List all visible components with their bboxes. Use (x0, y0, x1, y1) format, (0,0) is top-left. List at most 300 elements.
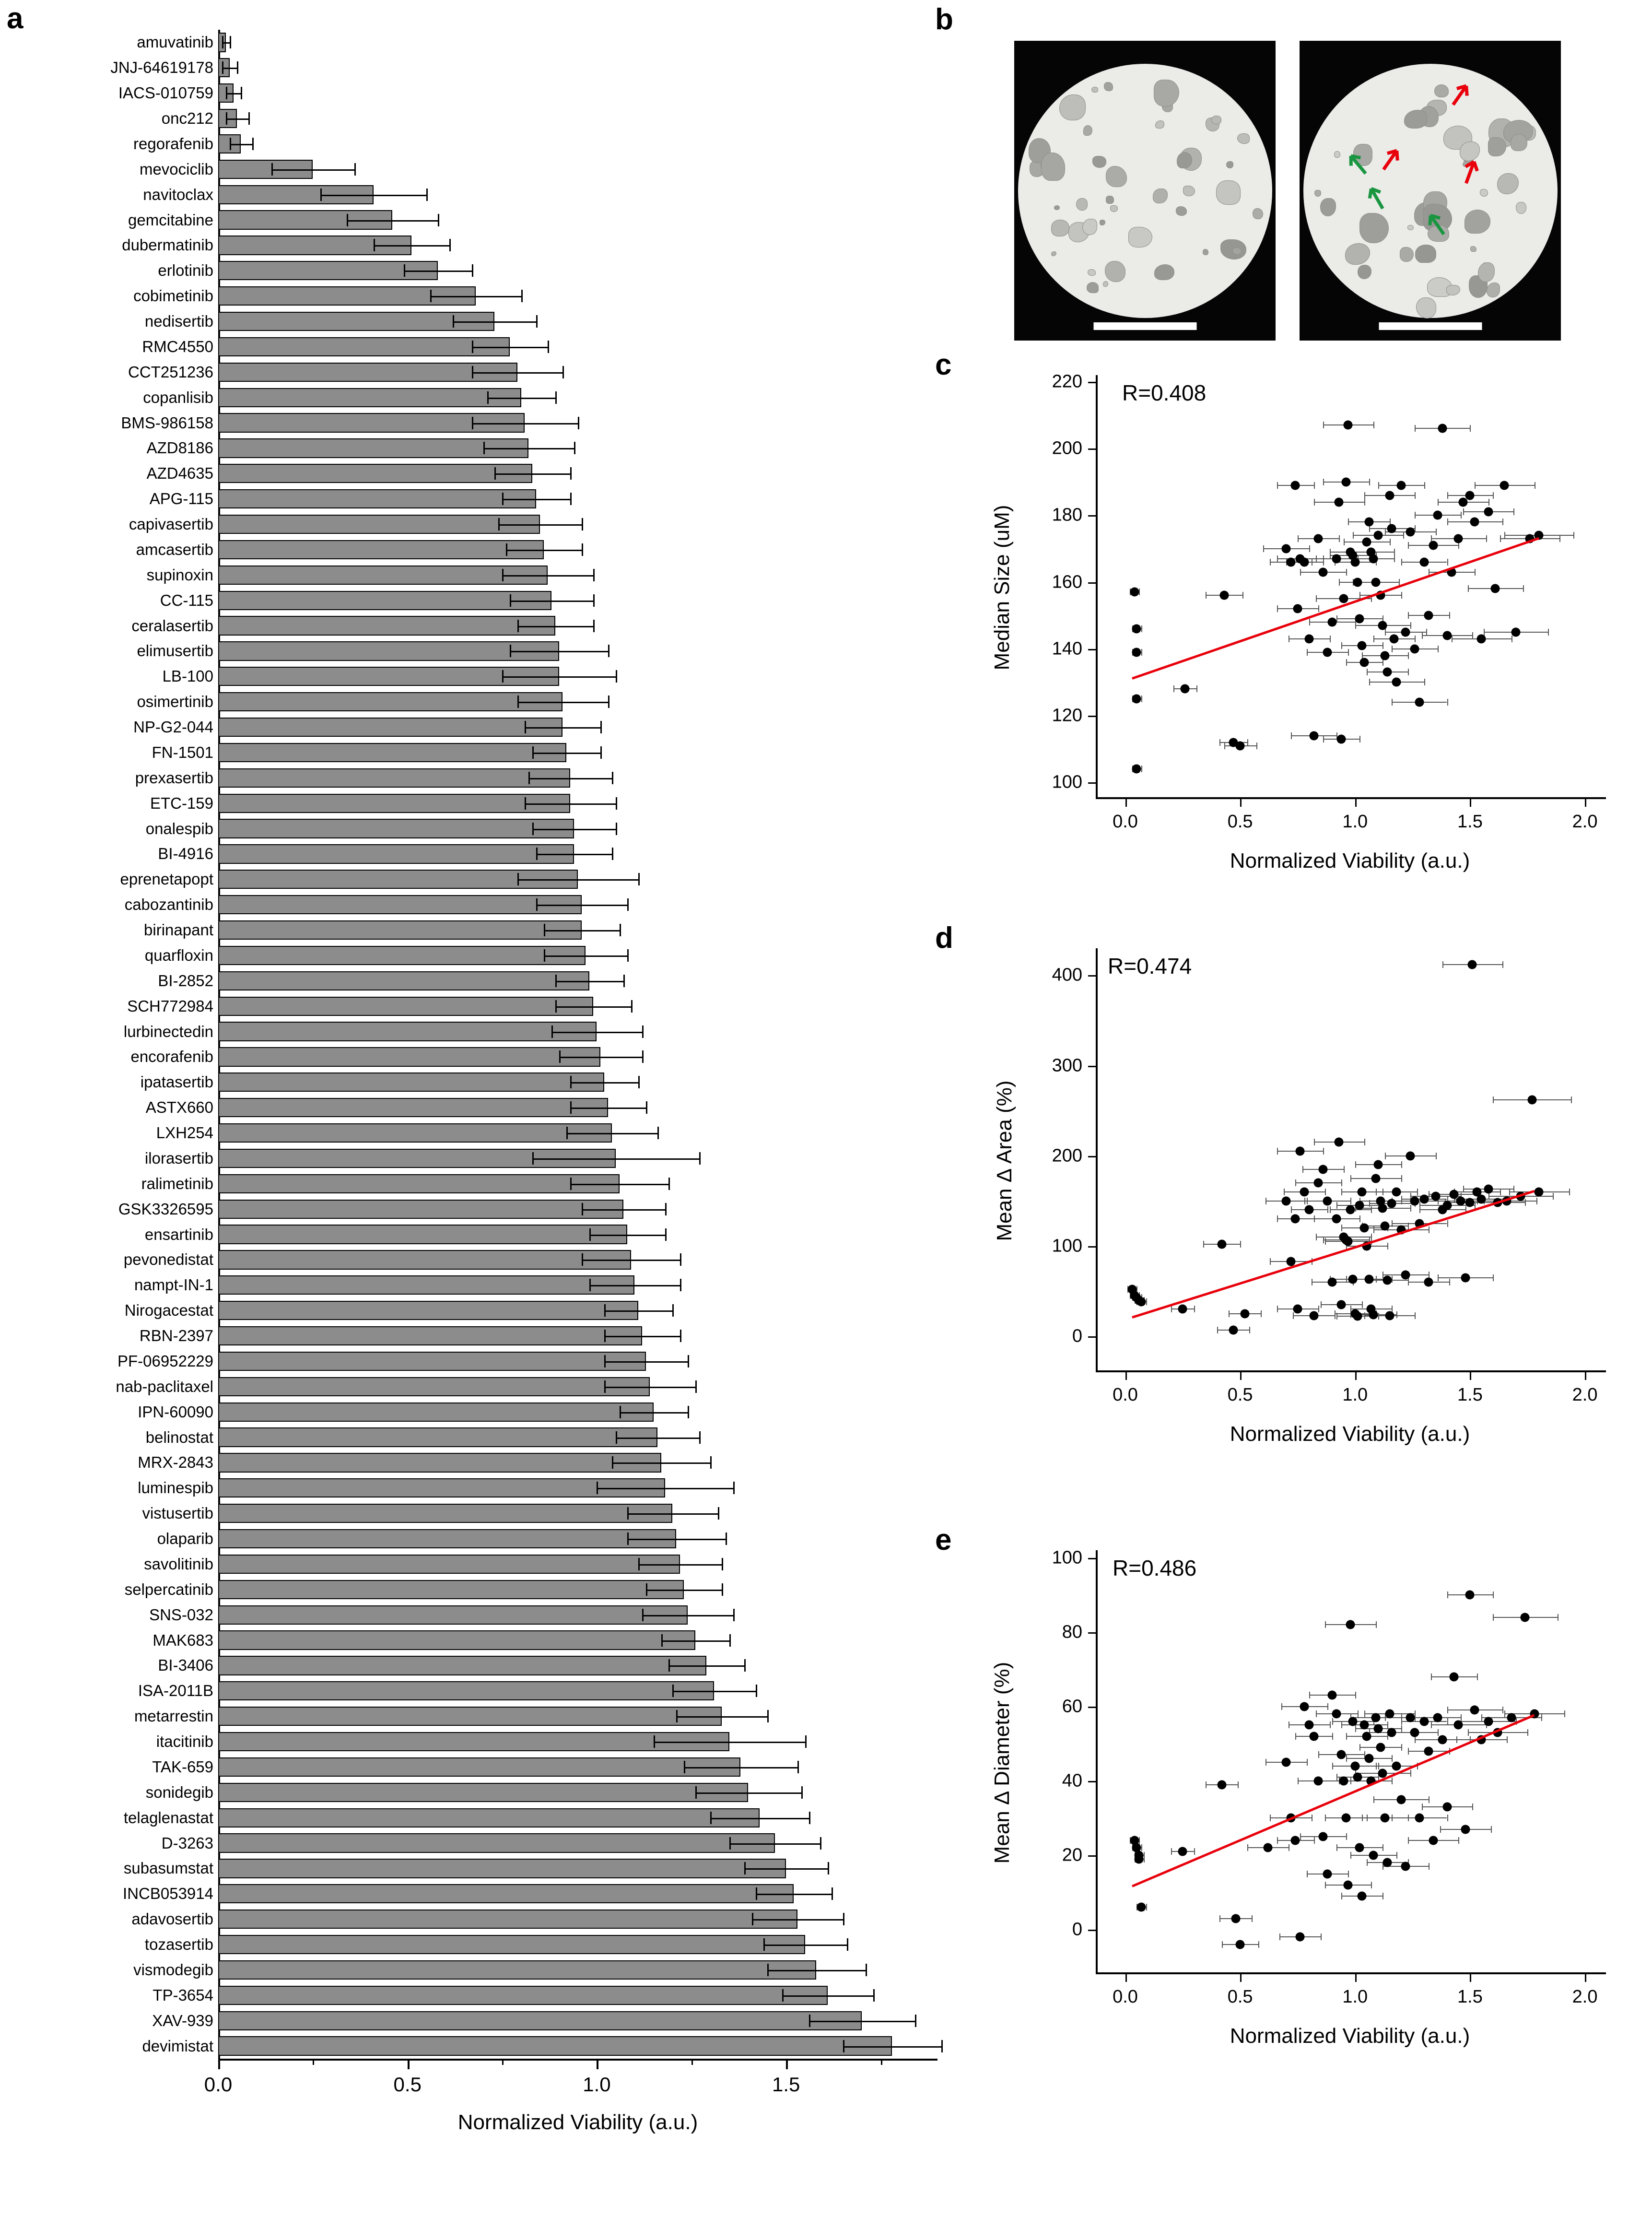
bar-row (129, 512, 937, 537)
bar (218, 2036, 892, 2055)
bar-row (145, 816, 937, 841)
bar (218, 1073, 604, 1092)
error-bar-cap (672, 1685, 674, 1697)
bar (218, 844, 574, 863)
error-bar-cap (1548, 629, 1549, 636)
x-axis-tick (597, 2059, 598, 2069)
error-bar-cap (1488, 499, 1489, 506)
error-bar-cap (230, 36, 231, 48)
bar (218, 1200, 623, 1219)
error-bar-cap (684, 1761, 685, 1773)
error-bar-cap (1293, 1312, 1294, 1319)
error-bar-cap (866, 1964, 867, 1976)
bar-category-label: osimertinib (137, 693, 213, 711)
error-bar-cap (600, 746, 602, 759)
y-axis-tick (1088, 975, 1098, 977)
x-axis-tick-label: 1.0 (1342, 1385, 1368, 1405)
bar-row (158, 258, 937, 283)
error-bar (616, 1438, 699, 1439)
error-bar-cap (1298, 1778, 1299, 1784)
error-bar-cap (562, 366, 564, 378)
y-axis-tick-label: 200 (1052, 1145, 1082, 1166)
error-bar-cap (1415, 525, 1416, 532)
error-bar-cap (525, 797, 526, 810)
error-bar (767, 1970, 866, 1971)
error-bar-cap (627, 1532, 629, 1545)
panel-e-x-axis-label: Normalized Viability (a.u.) (1230, 2024, 1470, 2048)
error-bar-cap (608, 696, 609, 708)
bar-category-label: tozasertib (144, 1935, 213, 1954)
organoid (1177, 152, 1192, 168)
error-bar-cap (1295, 1179, 1296, 1186)
error-bar-cap (1141, 696, 1142, 702)
error-bar-cap (1258, 1941, 1259, 1948)
error-bar-cap (1346, 1755, 1347, 1762)
bar-category-label: GSK3326595 (118, 1200, 213, 1218)
organoid (1415, 245, 1437, 263)
error-bar-cap (1424, 679, 1425, 685)
error-bar-cap (1447, 492, 1448, 499)
error-bar-cap (1394, 549, 1395, 555)
error-bar-cap (1415, 492, 1416, 499)
scatter-point (1295, 1933, 1304, 1942)
error-bar-cap (1458, 1837, 1459, 1844)
error-bar-cap (1309, 619, 1310, 625)
error-bar-cap (1463, 1186, 1464, 1192)
scatter-point (1314, 1776, 1323, 1785)
error-bar-cap (525, 721, 526, 733)
scatter-point (1449, 1672, 1458, 1681)
error-bar-cap (1376, 1621, 1377, 1628)
error-bar-cap (616, 823, 617, 835)
bar-row (144, 918, 937, 943)
error-bar-cap (597, 1482, 598, 1494)
error-bar (532, 1158, 699, 1160)
error-bar (604, 1361, 688, 1363)
bar-category-label: ralimetinib (141, 1174, 213, 1192)
bar-category-label: metarrestin (134, 1707, 213, 1725)
error-bar-cap (1362, 1301, 1363, 1308)
error-bar-cap (638, 873, 640, 885)
bar-category-label: FN-1501 (152, 743, 213, 761)
scatter-point (1337, 1750, 1346, 1759)
scatter-point (1373, 1724, 1383, 1733)
bar (218, 489, 536, 508)
scatter-point (1318, 1832, 1327, 1841)
error-bar-cap (1309, 545, 1310, 552)
error-bar-cap (1279, 1933, 1280, 1940)
panel-e-plot-area (1052, 1547, 1606, 2007)
error-bar-cap (1415, 1736, 1416, 1743)
error-bar-cap (801, 1786, 803, 1799)
error-bar-cap (1502, 961, 1503, 968)
organoid (1154, 80, 1179, 106)
panel-a-plot-area (110, 30, 937, 2059)
bar-row (138, 1475, 937, 1501)
error-bar-cap (1371, 1882, 1372, 1888)
error-bar-cap (1323, 1148, 1324, 1155)
scatter-point (1477, 634, 1486, 643)
bar-category-label: itacitinib (156, 1733, 213, 1751)
scatter-point (1350, 557, 1359, 566)
error-bar-cap (472, 366, 473, 378)
error-bar-cap (672, 1304, 674, 1317)
bar-row (134, 1704, 937, 1729)
error-bar-cap (555, 975, 557, 987)
scatter-point (1470, 1706, 1479, 1715)
organoid (1128, 227, 1152, 247)
error-bar-cap (604, 1304, 606, 1317)
y-axis-tick-label: 300 (1052, 1055, 1082, 1075)
error-bar-cap (657, 1127, 659, 1139)
error-bar-cap (604, 1380, 606, 1393)
bar-row (123, 1856, 937, 1881)
bar-category-label: SNS-032 (149, 1605, 213, 1624)
error-bar (472, 347, 548, 348)
error-bar-cap (1364, 499, 1365, 506)
bar-category-label: BI-3406 (158, 1656, 213, 1674)
error-bar-cap (1252, 1915, 1253, 1922)
bar (218, 1504, 672, 1523)
error-bar-cap (555, 391, 557, 404)
bar-row (144, 943, 937, 968)
error-bar (525, 803, 615, 805)
error-bar-cap (1141, 766, 1142, 772)
error-bar-cap (1350, 1175, 1351, 1182)
error-bar-cap (510, 594, 511, 607)
error-bar-cap (616, 797, 617, 810)
error-bar (544, 930, 620, 931)
error-bar-cap (1392, 1778, 1393, 1784)
bar (218, 1377, 650, 1396)
scatter-point (1484, 507, 1493, 517)
bar-row (118, 81, 937, 106)
bar-row (130, 1044, 937, 1070)
error-bar-cap (1247, 739, 1248, 746)
bar (218, 1986, 828, 2005)
error-bar-cap (1408, 612, 1409, 619)
y-axis-tick-label: 0 (1072, 1326, 1082, 1346)
error-bar-cap (1238, 1781, 1239, 1788)
panel-c-scatter (935, 350, 1650, 916)
error-bar-cap (1146, 1298, 1147, 1305)
error-bar-cap (1359, 1744, 1360, 1751)
error-bar-cap (226, 112, 227, 125)
scatter-point (1353, 1773, 1362, 1782)
error-bar-cap (1447, 1591, 1448, 1598)
error-bar-cap (1392, 1815, 1393, 1821)
error-bar-cap (1336, 1844, 1337, 1851)
error-bar (472, 423, 578, 424)
y-axis-tick-label: 220 (1052, 371, 1082, 392)
bar-category-label: ISA-2011B (138, 1682, 213, 1700)
error-bar-cap (570, 467, 572, 480)
bar-row (138, 1678, 937, 1704)
error-bar (551, 1032, 642, 1033)
bar-row (131, 1907, 937, 1932)
bar-row (162, 664, 937, 689)
scatter-point (1381, 1814, 1390, 1823)
bar (218, 1225, 627, 1244)
error-bar-cap (699, 1431, 701, 1444)
scatter-point (1309, 1732, 1318, 1741)
scatter-point (1390, 634, 1399, 643)
error-bar-cap (1323, 1237, 1324, 1243)
x-axis-tick-label: 2.0 (1572, 1385, 1598, 1405)
scatter-point (1286, 557, 1295, 566)
bar (218, 337, 510, 356)
y-axis-tick-label: 120 (1052, 705, 1082, 726)
error-bar-cap (404, 264, 405, 277)
error-bar-cap (1314, 1139, 1315, 1145)
organoid (1211, 116, 1222, 124)
error-bar-cap (517, 696, 519, 708)
error-bar-cap (665, 1203, 667, 1215)
bar (218, 616, 555, 635)
scatter-point (1381, 1222, 1390, 1231)
bar-row (133, 283, 937, 309)
error-bar-cap (1513, 508, 1514, 515)
error-bar-cap (1484, 629, 1485, 636)
error-bar-cap (237, 61, 238, 74)
scatter-point (1282, 544, 1291, 553)
organoid (1404, 110, 1427, 129)
error-bar-cap (1229, 1310, 1230, 1317)
error-bar-cap (1438, 1729, 1439, 1736)
error-bar-cap (1332, 1718, 1333, 1725)
bar-category-label: telaglenastat (123, 1808, 213, 1827)
scatter-point (1309, 1311, 1318, 1320)
error-bar (453, 321, 536, 323)
error-bar (604, 1336, 680, 1337)
error-bar-cap (665, 1228, 667, 1241)
error-bar-cap (536, 898, 538, 911)
bar-row (144, 1552, 937, 1577)
error-bar-cap (1325, 1882, 1326, 1888)
error-bar-cap (226, 87, 227, 99)
scatter-point (1282, 1196, 1291, 1205)
error-bar-cap (1376, 1189, 1377, 1195)
error-bar-cap (782, 1989, 784, 2002)
error-bar-cap (710, 1812, 712, 1824)
scatter-point (1353, 1312, 1362, 1321)
error-bar-cap (426, 189, 428, 201)
error-bar-cap (733, 1482, 735, 1494)
y-axis-tick-label: 160 (1052, 572, 1082, 592)
scatter-point (1410, 1728, 1419, 1737)
bar-category-label: JNJ-64619178 (110, 59, 213, 77)
scatter-point (1304, 1205, 1313, 1214)
error-bar-cap (616, 670, 617, 683)
error-bar-cap (1332, 1763, 1333, 1769)
bar-category-label: devimistat (142, 2037, 213, 2055)
error-bar-cap (1325, 1189, 1326, 1195)
scatter-point (1339, 594, 1348, 603)
error-bar (695, 1792, 801, 1794)
error-bar-cap (1325, 1238, 1326, 1245)
bar-row (135, 765, 937, 790)
error-bar-cap (347, 214, 348, 226)
error-bar-cap (1502, 519, 1503, 525)
organoid (1400, 247, 1414, 262)
error-bar-cap (1341, 642, 1342, 649)
error-bar (809, 2021, 915, 2022)
bar-row (117, 1349, 937, 1374)
scatter-point (1346, 1620, 1355, 1629)
bar-category-label: ceralasertib (131, 616, 213, 635)
bar-row (145, 1095, 937, 1120)
scatter-point (1378, 1203, 1387, 1213)
scatter-point (1470, 518, 1479, 527)
scatter-point (1396, 1795, 1406, 1804)
error-bar (502, 575, 593, 577)
error-bar (320, 195, 426, 196)
scatter-point (1323, 1869, 1332, 1878)
scatter-point (1371, 578, 1380, 587)
error-bar (347, 220, 437, 222)
error-bar-cap (608, 645, 609, 657)
organoid (1237, 133, 1250, 143)
error-bar-cap (1323, 736, 1324, 743)
y-axis-tick-label: 100 (1052, 1236, 1082, 1256)
error-bar-cap (1500, 535, 1501, 542)
error-bar-cap (1415, 1312, 1416, 1319)
scatter-point (1359, 1224, 1369, 1233)
scatter-point (1132, 765, 1141, 774)
scatter-point (1332, 1214, 1341, 1224)
error-bar-cap (483, 442, 485, 454)
scatter-point (1373, 1160, 1383, 1169)
scatter-point (1293, 1305, 1302, 1314)
error-bar-cap (1318, 1751, 1319, 1758)
bar (218, 1529, 676, 1548)
scatter-point (1291, 1214, 1300, 1224)
bar-row (123, 1805, 937, 1830)
y-axis-tick-label: 0 (1072, 1919, 1082, 1940)
bar-category-label: ilorasertib (144, 1149, 213, 1167)
bar-row (144, 1932, 937, 1957)
x-axis-tick-label: 0.0 (204, 2073, 233, 2096)
error-bar-cap (1564, 1710, 1565, 1717)
error-bar-cap (600, 721, 602, 733)
bar-category-label: nab-paclitaxel (116, 1377, 213, 1395)
y-axis-tick-label: 100 (1052, 1547, 1082, 1568)
scatter-point (1477, 1194, 1486, 1203)
bar-row (144, 1146, 937, 1171)
error-bar-cap (756, 1685, 757, 1697)
error-bar-cap (1422, 1804, 1423, 1810)
error-bar-cap (555, 1000, 557, 1013)
bar-category-label: ensartinib (144, 1225, 213, 1243)
bar (218, 1935, 805, 1954)
error-bar-cap (1415, 1714, 1416, 1721)
error-bar-cap (1559, 535, 1560, 542)
scatter-point (1332, 1709, 1341, 1719)
x-axis-minor-tick (313, 2059, 314, 2065)
error-bar-cap (612, 1456, 613, 1469)
error-bar-cap (1321, 1301, 1322, 1308)
error-bar-cap (1369, 479, 1370, 485)
x-axis-tick-label: 0.0 (1113, 1385, 1138, 1405)
error-bar-cap (536, 315, 538, 328)
error-bar-cap (1394, 555, 1395, 562)
error-bar (570, 1184, 668, 1185)
bar-category-label: XAV-939 (152, 2011, 213, 2029)
scatter-point (1132, 695, 1141, 704)
error-bar-cap (1344, 539, 1345, 545)
bar-category-label: Nirogacestat (124, 1301, 213, 1320)
error-bar-cap (1470, 425, 1471, 432)
error-bar-cap (1408, 652, 1409, 659)
error-bar-cap (1316, 555, 1317, 562)
bar-category-label: copanlisib (143, 388, 213, 406)
error-bar-cap (1316, 1710, 1317, 1717)
error-bar-cap (1348, 1871, 1349, 1877)
error-bar-cap (1408, 542, 1409, 549)
scatter-point (1484, 1185, 1493, 1194)
error-bar-cap (1171, 1306, 1172, 1312)
panel-d-scatter (935, 923, 1650, 1489)
error-bar-cap (1256, 743, 1257, 749)
error-bar-cap (1442, 961, 1443, 968)
scatter-point (1521, 1613, 1530, 1622)
error-bar-cap (805, 1735, 807, 1748)
x-axis-tick (1585, 1370, 1586, 1380)
error-bar-cap (1408, 1279, 1409, 1285)
error-bar-cap (1265, 1759, 1266, 1766)
error-bar-cap (271, 163, 273, 176)
bar-category-label: MAK683 (152, 1631, 213, 1649)
scatter-point (1385, 491, 1394, 500)
bar-row (136, 537, 937, 563)
error-bar-cap (1401, 1718, 1402, 1725)
error-bar-cap (767, 1710, 769, 1722)
error-bar-cap (1217, 1327, 1218, 1333)
scatter-point (1337, 1300, 1346, 1309)
bar-row (146, 562, 937, 588)
error-bar-cap (1385, 529, 1386, 535)
error-bar-cap (620, 924, 621, 936)
panel-b-images (935, 5, 1650, 341)
y-axis-tick-label: 180 (1052, 505, 1082, 525)
scatter-point (1359, 658, 1369, 667)
error-bar-cap (1346, 569, 1347, 576)
scatter-point (1429, 541, 1438, 550)
error-bar-cap (1139, 1837, 1140, 1844)
bar (218, 1022, 597, 1041)
scatter-point (1442, 1201, 1452, 1210)
error-bar-cap (1373, 1226, 1374, 1233)
x-axis-tick-label: 2.0 (1572, 812, 1598, 832)
bar-row (145, 1425, 937, 1450)
bar (218, 1757, 740, 1777)
organoid (1100, 220, 1105, 226)
bar-row (124, 1298, 937, 1323)
error-bar-cap (1203, 1241, 1204, 1248)
scatter-point (1364, 1754, 1373, 1763)
organoid (1183, 186, 1195, 196)
organoid (1226, 161, 1233, 169)
error-bar-cap (1270, 1258, 1271, 1265)
bar-category-label: TP-3654 (152, 1986, 213, 2004)
organoid (1516, 202, 1526, 214)
error-bar-cap (1300, 1833, 1301, 1840)
bar (218, 1732, 729, 1751)
bar-row (124, 1577, 937, 1602)
scatter-point (1406, 1151, 1415, 1160)
error-bar-cap (438, 214, 439, 226)
bar-row (158, 968, 937, 993)
